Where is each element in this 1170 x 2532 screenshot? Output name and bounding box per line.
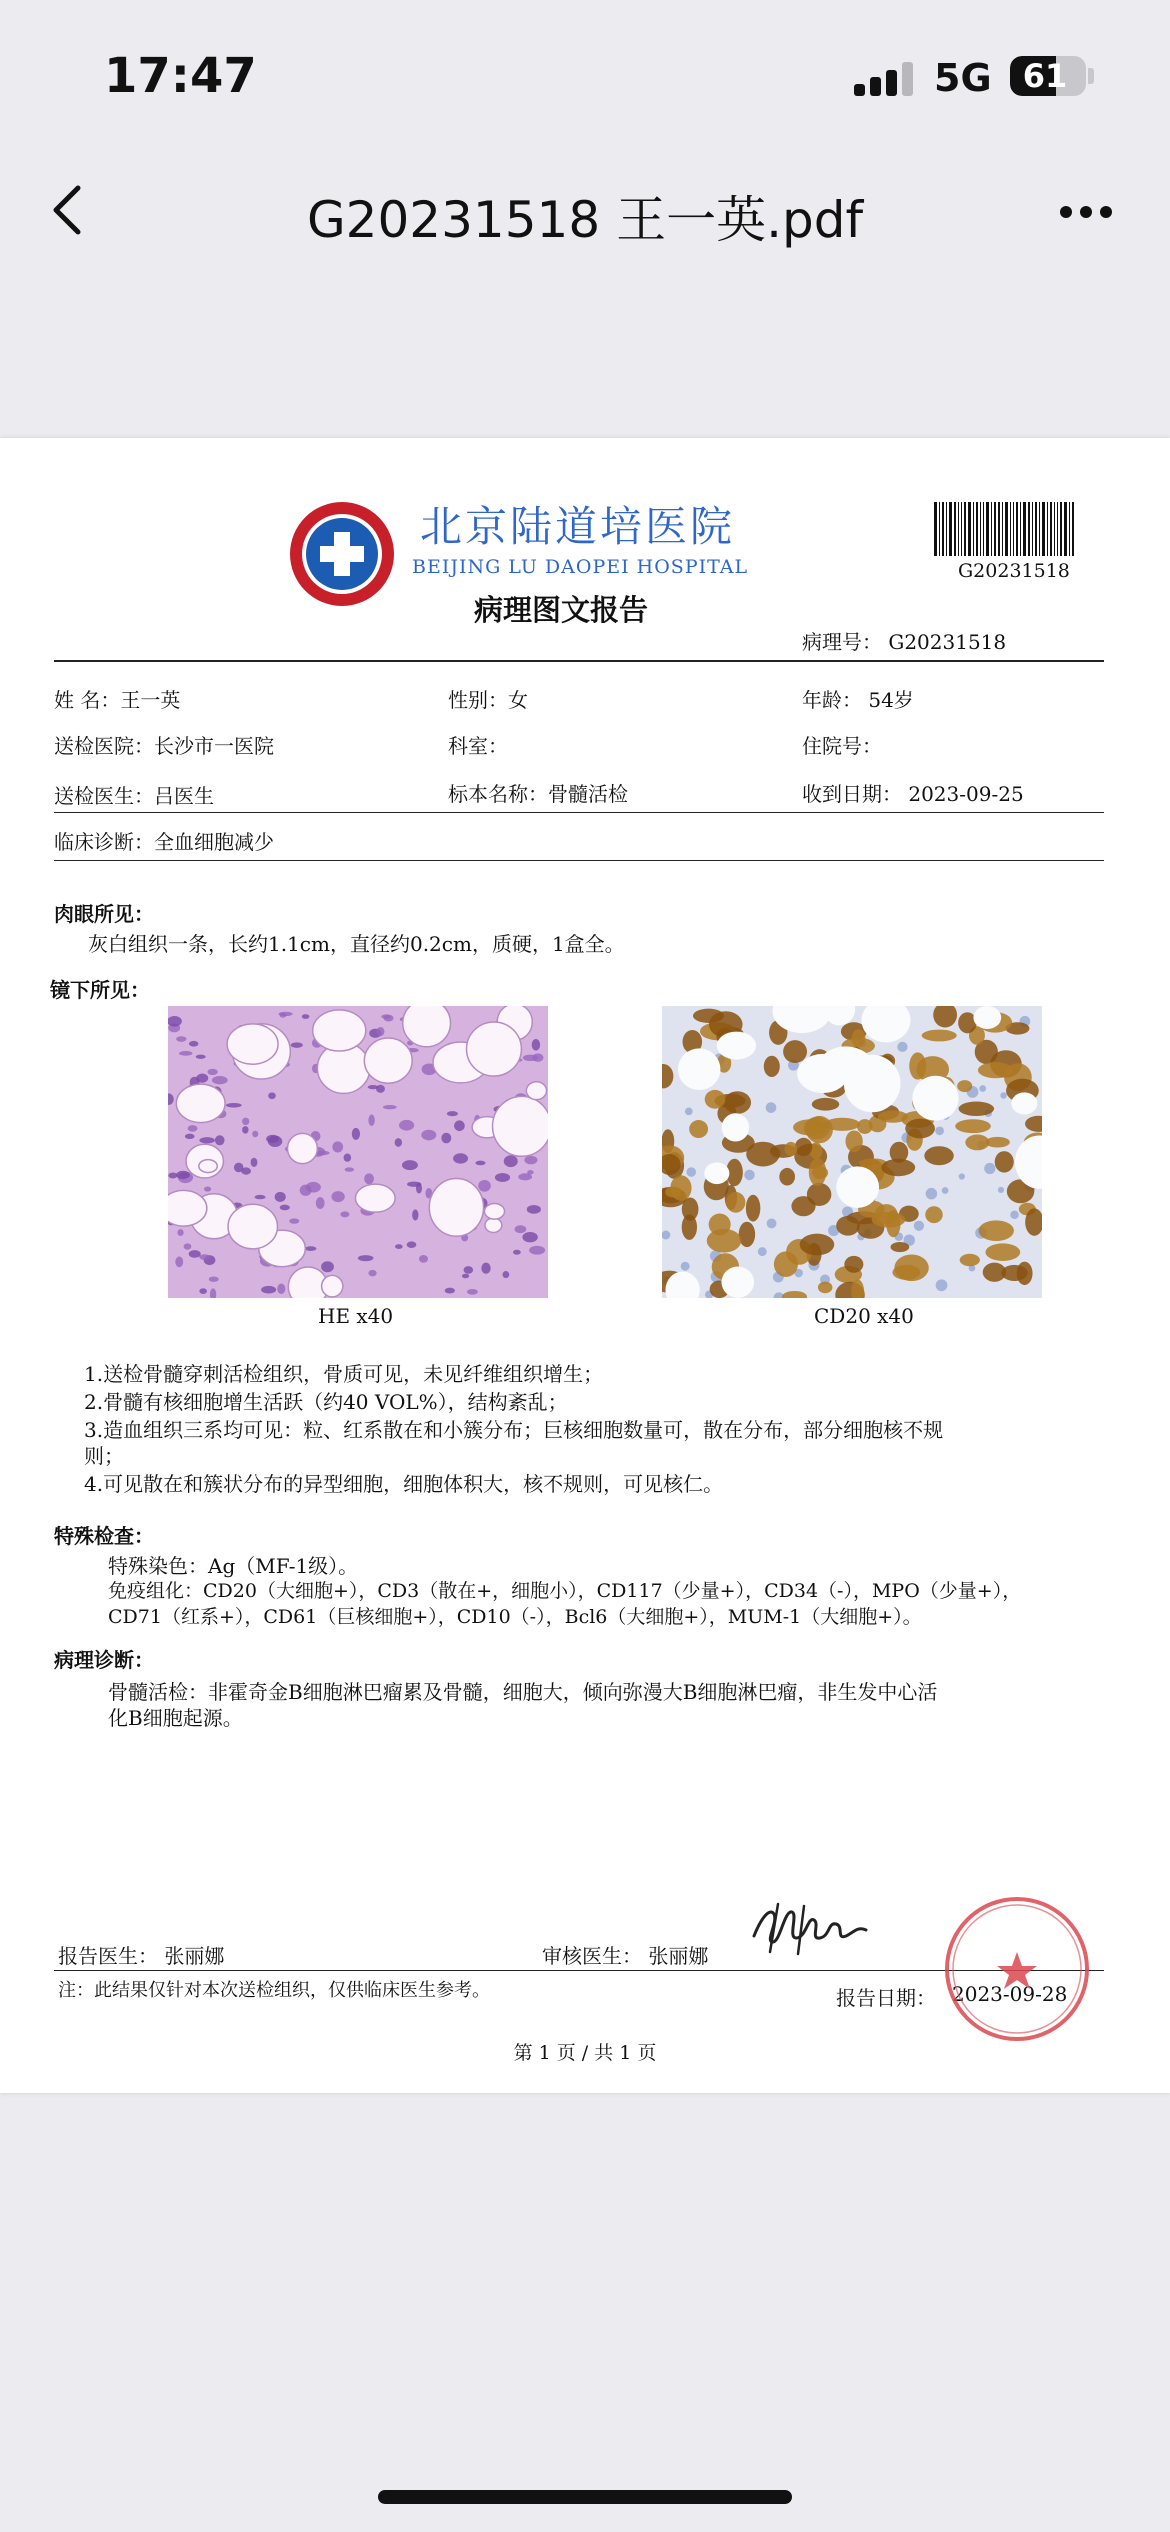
barcode-bar bbox=[1050, 502, 1052, 556]
barcode-bar bbox=[968, 502, 971, 556]
barcode-bar bbox=[1010, 502, 1011, 556]
barcode-bar bbox=[961, 502, 962, 556]
barcode-bar bbox=[934, 502, 937, 556]
special-line: 免疫组化：CD20（大细胞+），CD3（散在+，细胞小），CD117（少量+），CD34（-），MPO（少量+）， bbox=[108, 1580, 1022, 1602]
back-button[interactable] bbox=[40, 178, 100, 242]
status-bar bbox=[0, 0, 1170, 150]
barcode-bar bbox=[946, 502, 947, 556]
barcode-bar bbox=[964, 502, 966, 556]
barcode-bar bbox=[954, 502, 956, 556]
barcode-bar bbox=[983, 502, 984, 556]
gross-title: 肉眼所见： bbox=[54, 902, 154, 926]
pathology-number: 病理号： G20231518 bbox=[802, 630, 1007, 654]
patient-age: 年龄： 54岁 bbox=[802, 688, 914, 712]
barcode-value: G20231518 bbox=[958, 560, 1070, 582]
ellipsis-dot bbox=[1080, 206, 1092, 218]
nav-bar bbox=[0, 160, 1170, 260]
more-button[interactable] bbox=[1050, 190, 1120, 230]
barcode-bar bbox=[973, 502, 974, 556]
battery-level: 61 bbox=[1022, 57, 1068, 95]
he-stain-image bbox=[168, 1006, 548, 1298]
barcode-bar bbox=[1023, 502, 1026, 556]
barcode-bar bbox=[1002, 502, 1003, 556]
sending-hospital: 送检医院：长沙市一医院 bbox=[54, 734, 274, 758]
chevron-left-icon bbox=[40, 178, 100, 242]
barcode bbox=[934, 502, 1092, 556]
barcode-bar bbox=[976, 502, 978, 556]
divider bbox=[54, 812, 1104, 813]
finding-line: 4.可见散在和簇状分布的异型细胞，细胞体积大，核不规则，可见核仁。 bbox=[84, 1472, 724, 1496]
disclaimer-note: 注：此结果仅针对本次送检组织，仅供临床医生参考。 bbox=[58, 1980, 490, 2001]
micro-title: 镜下所见： bbox=[50, 978, 150, 1002]
barcode-bar bbox=[958, 502, 959, 556]
barcode-bar bbox=[1057, 502, 1058, 556]
clinical-diagnosis: 临床诊断：全血细胞减少 bbox=[54, 830, 274, 854]
report-date: 2023-09-28 bbox=[952, 1982, 1068, 2006]
diagnosis-title: 病理诊断： bbox=[54, 1648, 154, 1672]
barcode-bar bbox=[980, 502, 981, 556]
barcode-bar bbox=[1064, 502, 1067, 556]
barcode-bar bbox=[1042, 502, 1045, 556]
inpatient-number: 住院号： bbox=[802, 734, 882, 758]
signature bbox=[748, 1896, 872, 1960]
barcode-bar bbox=[1054, 502, 1055, 556]
status-time: 17:47 bbox=[104, 48, 257, 104]
finding-line: 1.送检骨髓穿刺活检组织，骨质可见，未见纤维组织增生； bbox=[84, 1362, 604, 1386]
divider bbox=[54, 660, 1104, 662]
received-date: 收到日期： 2023-09-25 bbox=[802, 782, 1024, 806]
barcode-bar bbox=[1016, 502, 1018, 556]
hospital-logo bbox=[288, 500, 396, 608]
barcode-bar bbox=[1005, 502, 1008, 556]
barcode-bar bbox=[949, 502, 952, 556]
home-indicator[interactable] bbox=[378, 2490, 792, 2504]
report-title: 病理图文报告 bbox=[474, 593, 649, 627]
patient-name: 姓 名：王一英 bbox=[54, 688, 181, 712]
report-date-label: 报告日期： bbox=[836, 1986, 936, 2010]
barcode-bar bbox=[1032, 502, 1033, 556]
specimen-name: 标本名称：骨髓活检 bbox=[448, 782, 628, 806]
barcode-bar bbox=[942, 502, 944, 556]
page-number: 第 1 页 / 共 1 页 bbox=[513, 2042, 657, 2064]
signal-icon bbox=[854, 62, 916, 96]
diagnosis-line: 化B细胞起源。 bbox=[108, 1706, 243, 1730]
hospital-seal bbox=[942, 1894, 1092, 2044]
barcode-bar bbox=[1039, 502, 1040, 556]
barcode-bar bbox=[1069, 502, 1070, 556]
battery-tip bbox=[1088, 68, 1094, 84]
document-title: G20231518 王一英.pdf bbox=[306, 191, 864, 249]
pdf-page[interactable] bbox=[0, 438, 1170, 2093]
barcode-bar bbox=[986, 502, 989, 556]
finding-line: 3.造血组织三系均可见：粒、红系散在和小簇分布；巨核细胞数量可，散在分布，部分细胞核不规 bbox=[84, 1418, 944, 1442]
gross-text: 灰白组织一条，长约1.1cm，直径约0.2cm，质硬，1盒全。 bbox=[88, 932, 625, 956]
divider bbox=[54, 860, 1104, 861]
reporter: 报告医生： 张丽娜 bbox=[58, 1944, 225, 1968]
network-label: 5G bbox=[934, 56, 992, 100]
battery-icon bbox=[1010, 56, 1086, 96]
diagnosis-line: 骨髓活检：非霍奇金B细胞淋巴瘤累及骨髓，细胞大，倾向弥漫大B细胞淋巴瘤，非生发中心活 bbox=[108, 1680, 938, 1704]
barcode-bar bbox=[1072, 502, 1074, 556]
special-line: 特殊染色：Ag（MF-1级）。 bbox=[108, 1554, 359, 1578]
barcode-bar bbox=[998, 502, 1000, 556]
barcode-bar bbox=[1013, 502, 1014, 556]
finding-line: 2.骨髓有核细胞增生活跃（约40 VOL%），结构紊乱； bbox=[84, 1390, 568, 1414]
barcode-bar bbox=[1035, 502, 1037, 556]
he-caption: HE x40 bbox=[318, 1304, 394, 1328]
barcode-bar bbox=[1047, 502, 1048, 556]
cd20-stain-image bbox=[662, 1006, 1042, 1298]
barcode-bar bbox=[994, 502, 996, 556]
finding-line: 则； bbox=[84, 1444, 124, 1468]
patient-gender: 性别：女 bbox=[448, 688, 528, 712]
barcode-bar bbox=[1020, 502, 1021, 556]
ellipsis-icon bbox=[1060, 206, 1072, 218]
ellipsis-dot bbox=[1100, 206, 1112, 218]
reviewer: 审核医生： 张丽娜 bbox=[542, 1944, 709, 1968]
barcode-bar bbox=[991, 502, 992, 556]
sending-doctor: 送检医生：吕医生 bbox=[54, 784, 214, 808]
cd20-caption: CD20 x40 bbox=[814, 1304, 914, 1328]
hospital-name: 北京陆道培医院 bbox=[420, 502, 736, 551]
special-line: CD71（红系+），CD61（巨核细胞+），CD10（-），Bcl6（大细胞+），MUM-1（大细胞+）。 bbox=[108, 1606, 922, 1628]
hospital-name-en: BEIJING LU DAOPEI HOSPITAL bbox=[412, 556, 749, 578]
barcode-bar bbox=[939, 502, 940, 556]
barcode-bar bbox=[1028, 502, 1030, 556]
barcode-bar bbox=[1060, 502, 1062, 556]
special-title: 特殊检查： bbox=[54, 1524, 154, 1548]
department: 科室： bbox=[448, 734, 508, 758]
